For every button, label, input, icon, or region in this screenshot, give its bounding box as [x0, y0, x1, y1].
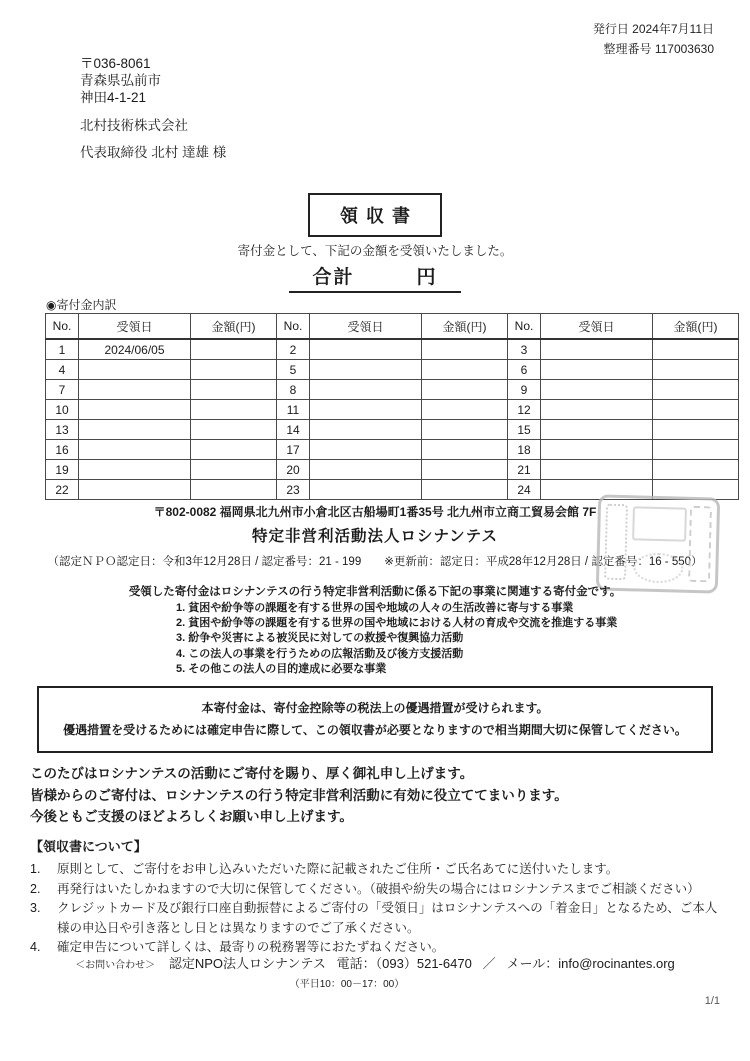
cell-date [79, 440, 191, 460]
contact-separator: ／ [482, 956, 496, 971]
table-row [46, 460, 739, 480]
cell-no: 7 [46, 380, 79, 400]
cell-no: 6 [508, 360, 541, 380]
cell-no: 2 [277, 339, 310, 360]
table-row [46, 380, 739, 400]
cell-amount [422, 380, 508, 400]
contact-block [0, 953, 750, 990]
header-no: No. [508, 314, 541, 340]
cell-no: 17 [277, 440, 310, 460]
cell-no: 22 [46, 480, 79, 500]
cell-no: 1 [46, 339, 79, 360]
thanks-paragraph [30, 763, 568, 828]
table-header-row [46, 314, 739, 340]
purpose-item: 5. その他この法人の目的達成に必要な事業 [176, 662, 387, 675]
cell-no: 21 [508, 460, 541, 480]
cell-date [541, 460, 653, 480]
total-line [289, 261, 461, 293]
cell-date [79, 480, 191, 500]
purpose-item: 1. 貧困や紛争等の課題を有する世界の国や地域の人々の生活改善に寄与する事業 [176, 602, 574, 614]
cell-date [310, 440, 422, 460]
recipient-address-line1: 青森県弘前市 [80, 73, 161, 88]
note-number: 2. [30, 881, 41, 896]
about-heading: 【領収書について】 [30, 839, 147, 854]
cell-amount [191, 339, 277, 360]
cell-amount [422, 400, 508, 420]
organization-seal-stamp [596, 494, 720, 593]
cell-amount [422, 360, 508, 380]
cell-date [310, 339, 422, 360]
contact-org: 認定NPO法人ロシナンテス [168, 956, 326, 971]
receipt-title: 領収書 [308, 193, 442, 237]
tax-notice-line2: 優遇措置を受けるためには確定申告に際して、この領収書が必要となりますので相当期間大切に保管してください。 [63, 723, 687, 737]
about-note [30, 899, 722, 938]
recipient-address-line2: 神田4-1-21 [80, 90, 147, 105]
total-label: 合計 [312, 267, 355, 288]
cell-date [79, 460, 191, 480]
note-text: クレジットカード及び銀行口座自動振替によるご寄付の「受領日」はロシナンテスへの「着金日」となるため、ご本人様の申込日や引き落とし日とは異なりますのでご了承ください。 [57, 901, 718, 935]
table-row [46, 339, 739, 360]
issuer-name: 特定非営利活動法人ロシナンテス [251, 528, 499, 545]
cell-date: 2024/06/05 [79, 339, 191, 360]
cell-no: 14 [277, 420, 310, 440]
header-no: No. [46, 314, 79, 340]
cell-date [79, 360, 191, 380]
cell-no: 5 [277, 360, 310, 380]
cell-no: 9 [508, 380, 541, 400]
contact-phone: 電話：（093）521-6470 [336, 956, 472, 971]
cell-no: 13 [46, 420, 79, 440]
cell-no: 11 [277, 400, 310, 420]
cell-amount [653, 400, 739, 420]
thanks-line1: このたびはロシナンテスの活動にご寄付を賜り、厚く御礼申し上げます。 [30, 766, 474, 781]
header-amount: 金額(円) [653, 314, 739, 340]
purpose-item: 2. 貧困や紛争等の課題を有する世界の国や地域における人材の育成や交流を推進する事業 [176, 617, 618, 630]
note-number: 3. [30, 901, 41, 915]
issue-date: 発行日 2024年7月11日 [592, 22, 714, 36]
cell-amount [422, 460, 508, 480]
note-text: 確定申告について詳しくは、最寄りの税務署等におたずねください。 [57, 940, 445, 954]
cell-date [541, 339, 653, 360]
cell-amount [653, 420, 739, 440]
contact-hours: （平日10：00－17：00） [289, 979, 405, 990]
cell-no: 12 [508, 400, 541, 420]
tax-notice-box [37, 686, 713, 753]
note-number: 1. [30, 862, 41, 876]
page-number: 1/1 [704, 995, 720, 1007]
table-row [46, 400, 739, 420]
breakdown-table [45, 313, 739, 500]
cell-no: 15 [508, 420, 541, 440]
recipient-block [80, 55, 226, 161]
cell-amount [422, 440, 508, 460]
cell-amount [191, 400, 277, 420]
table-row [46, 440, 739, 460]
cell-amount [653, 380, 739, 400]
cell-date [310, 400, 422, 420]
recipient-company: 北村技術株式会社 [80, 118, 188, 133]
cell-date [541, 400, 653, 420]
cell-date [310, 480, 422, 500]
cell-date [79, 400, 191, 420]
header-date: 受領日 [79, 314, 191, 340]
note-text: 原則として、ご寄付をお申し込みいただいた際に記載されたご住所・ご氏名あてに送付いたします。 [57, 862, 619, 876]
cell-amount [653, 339, 739, 360]
cell-date [310, 420, 422, 440]
cell-date [541, 440, 653, 460]
breakdown-section-label: ◉寄付金内訳 [46, 298, 117, 312]
cell-no: 4 [46, 360, 79, 380]
contact-email: メール：info@rocinantes.org [506, 956, 675, 971]
cell-date [310, 360, 422, 380]
cell-date [541, 360, 653, 380]
total-unit: 円 [416, 267, 438, 288]
cell-amount [653, 460, 739, 480]
cell-amount [191, 460, 277, 480]
contact-label: ＜お問い合わせ＞ [75, 960, 156, 971]
cell-amount [653, 360, 739, 380]
header-no: No. [277, 314, 310, 340]
recipient-postal-code: 〒036-8061 [80, 56, 151, 71]
about-receipt-section [30, 836, 722, 958]
cell-no: 23 [277, 480, 310, 500]
recipient-addressee: 代表取締役 北村 達雄 様 [80, 145, 227, 160]
receipt-subtitle: 寄付金として、下記の金額を受領いたしました。 [237, 244, 513, 258]
cell-amount [191, 380, 277, 400]
table-row [46, 360, 739, 380]
thanks-line3: 今後ともご支援のほどよろしくお願い申し上げます。 [30, 809, 353, 824]
cell-no: 8 [277, 380, 310, 400]
header-amount: 金額(円) [191, 314, 277, 340]
issuer-certification: （認定ＮＰＯ認定日：令和3年12月28日 / 認定番号：21 - 199 ※更新前：認定日：平成28年12月28日 / 認定番号：16 - 550） [47, 556, 703, 568]
cell-no: 16 [46, 440, 79, 460]
table-row [46, 420, 739, 440]
cell-amount [191, 360, 277, 380]
header-date: 受領日 [310, 314, 422, 340]
cell-date [79, 420, 191, 440]
cell-date [541, 380, 653, 400]
header-amount: 金額(円) [422, 314, 508, 340]
header-date: 受領日 [541, 314, 653, 340]
cell-no: 19 [46, 460, 79, 480]
note-text: 再発行はいたしかねますので大切に保管してください。（破損や紛失の場合にはロシナンテスまでご相談ください） [57, 881, 700, 896]
about-note [30, 880, 722, 900]
cell-no: 10 [46, 400, 79, 420]
contact-line [0, 953, 750, 972]
purpose-item: 3. 紛争や災害による被災民に対しての救援や復興協力活動 [176, 632, 464, 645]
cell-no: 18 [508, 440, 541, 460]
cell-no: 3 [508, 339, 541, 360]
purpose-item: 4. この法人の事業を行うための広報活動及び後方支援活動 [176, 647, 464, 660]
cell-amount [191, 480, 277, 500]
about-note [30, 860, 722, 880]
cell-amount [422, 480, 508, 500]
issuer-address: 〒802-0082 福岡県北九州市小倉北区古船場町1番35号 北九州市立商工貿易会館 7F [153, 505, 597, 519]
purpose-items [176, 601, 617, 677]
document-meta [593, 20, 714, 60]
cell-amount [653, 440, 739, 460]
thanks-line2: 皆様からのご寄付は、ロシナンテスの行う特定非営利活動に有効に役立ててまいります。 [30, 787, 568, 803]
cell-date [79, 380, 191, 400]
cell-date [541, 420, 653, 440]
cell-date [310, 380, 422, 400]
cell-date [310, 460, 422, 480]
cell-amount [191, 420, 277, 440]
cell-amount [422, 339, 508, 360]
purpose-intro: 受領した寄付金はロシナンテスの行う特定非営利活動に係る下記の事業に関連する寄付金です。 [128, 586, 622, 598]
tax-notice-line1: 本寄付金は、寄付金控除等の税法上の優遇措置が受けられます。 [201, 701, 549, 715]
cell-no: 24 [508, 480, 541, 500]
reference-number: 整理番号 117003630 [603, 41, 714, 56]
cell-amount [191, 440, 277, 460]
cell-no: 20 [277, 460, 310, 480]
cell-amount [422, 420, 508, 440]
note-number: 4. [30, 940, 41, 954]
